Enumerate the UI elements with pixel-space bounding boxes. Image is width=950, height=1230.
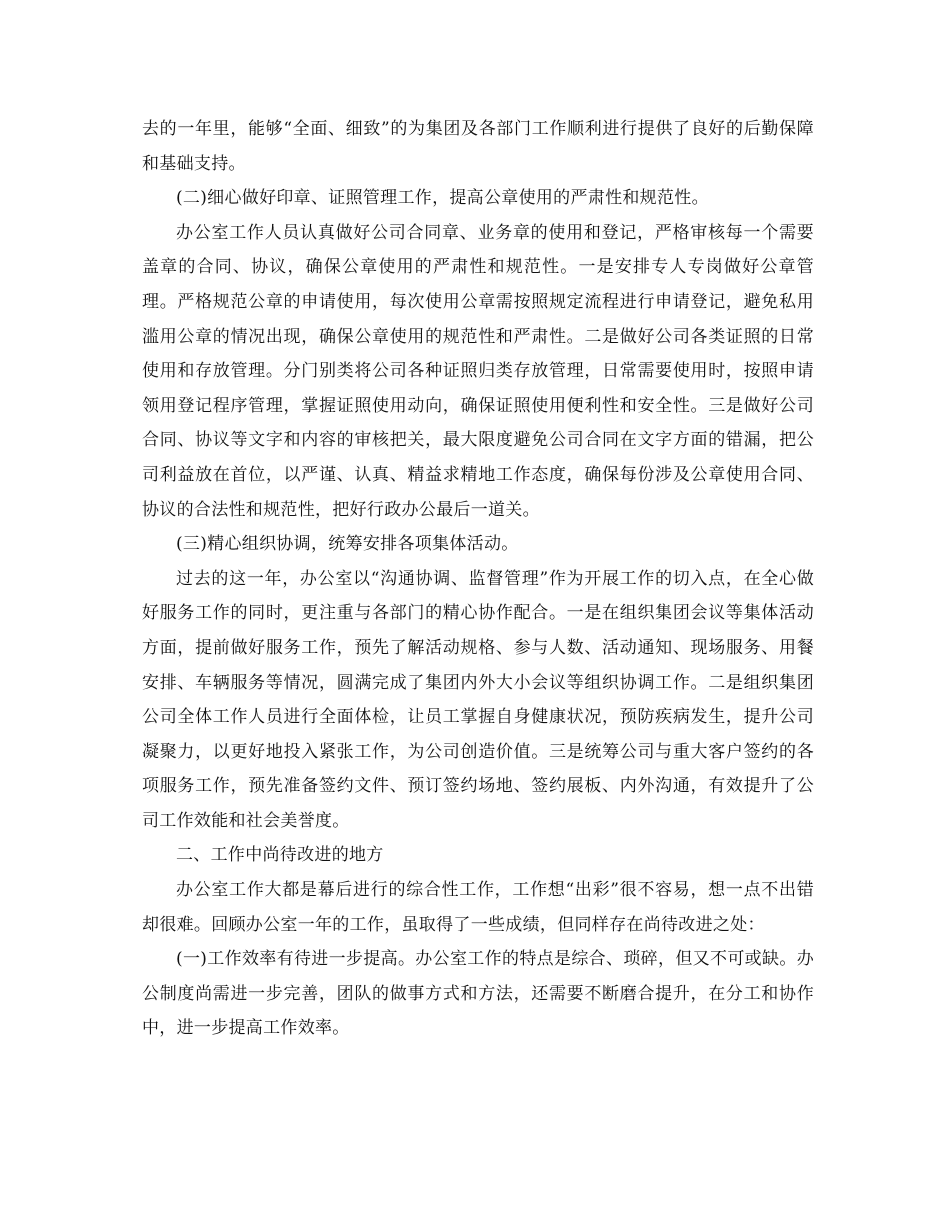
paragraph-continuation: 去的一年里，能够“全面、细致”的为集团及各部门工作顺利进行提供了良好的后勤保障和基础支持。 (142, 119, 814, 174)
paragraph-seal-management: 办公室工作人员认真做好公司合同章、业务章的使用和登记，严格审核每一个需要盖章的合同、协议，确保公章使用的严肃性和规范性。一是安排专人专岗做好公章管理。严格规范公章的申请使用，每次使用公章需按照规定流程进行申请登记，避免私用滥用公章的情况出现，确保公章使用的规范性和严肃性。二是做好公司各类证照的日常使用和存放管理。分门别类将公司各种证照归类存放管理，日常需要使用时，按照申请领用登记程序管理，掌握证照使用动向，确保证照使用便利性和安全性。三是做好公司合同、协议等文字和内容的审核把关，最大限度避免公司合同在文字方面的错漏，把公司利益放在首位，以严谨、认真、精益求精地工作态度，确保每份涉及公章使用合同、协议的合法性和规范性，把好行政办公最后一道关。 (142, 222, 814, 520)
paragraph-work-efficiency: (一)工作效率有待进一步提高。办公室工作的特点是综合、琐碎，但又不可或缺。办公制度尚需进一步完善，团队的做事方式和方法，还需要不断磨合提升，在分工和协作中，进一步提高工作效率。 (142, 949, 814, 1039)
section-heading-collective-activities: (三)精心组织协调，统筹安排各项集体活动。 (176, 534, 519, 555)
section-heading-seal-management: (二)细心做好印章、证照管理工作，提高公章使用的严肃性和规范性。 (176, 188, 709, 209)
paragraph-collective-activities: 过去的这一年，办公室以“沟通协调、监督管理”作为开展工作的切入点，在全心做好服务工作的同时，更注重与各部门的精心协作配合。一是在组织集团会议等集体活动方面，提前做好服务工作，预先了解活动规格、参与人数、活动通知、现场服务、用餐安排、车辆服务等情况，圆满完成了集团内外大小会议等组织协调工作。二是组织集团公司全体工作人员进行全面体检，让员工掌握自身健康状况，预防疾病发生，提升公司凝聚力，以更好地投入紧张工作，为公司创造价值。三是统筹公司与重大客户签约的各项服务工作，预先准备签约文件、预订签约场地、签约展板、内外沟通，有效提升了公司工作效能和社会美誉度。 (142, 568, 814, 831)
section-heading-improvements: 二、工作中尚待改进的地方 (176, 845, 384, 866)
document-body (142, 112, 814, 1046)
paragraph-improvements-intro: 办公室工作大都是幕后进行的综合性工作，工作想“出彩”很不容易，想一点不出错却很难。回顾办公室一年的工作，虽取得了一些成绩，但同样存在尚待改进之处： (142, 880, 814, 935)
